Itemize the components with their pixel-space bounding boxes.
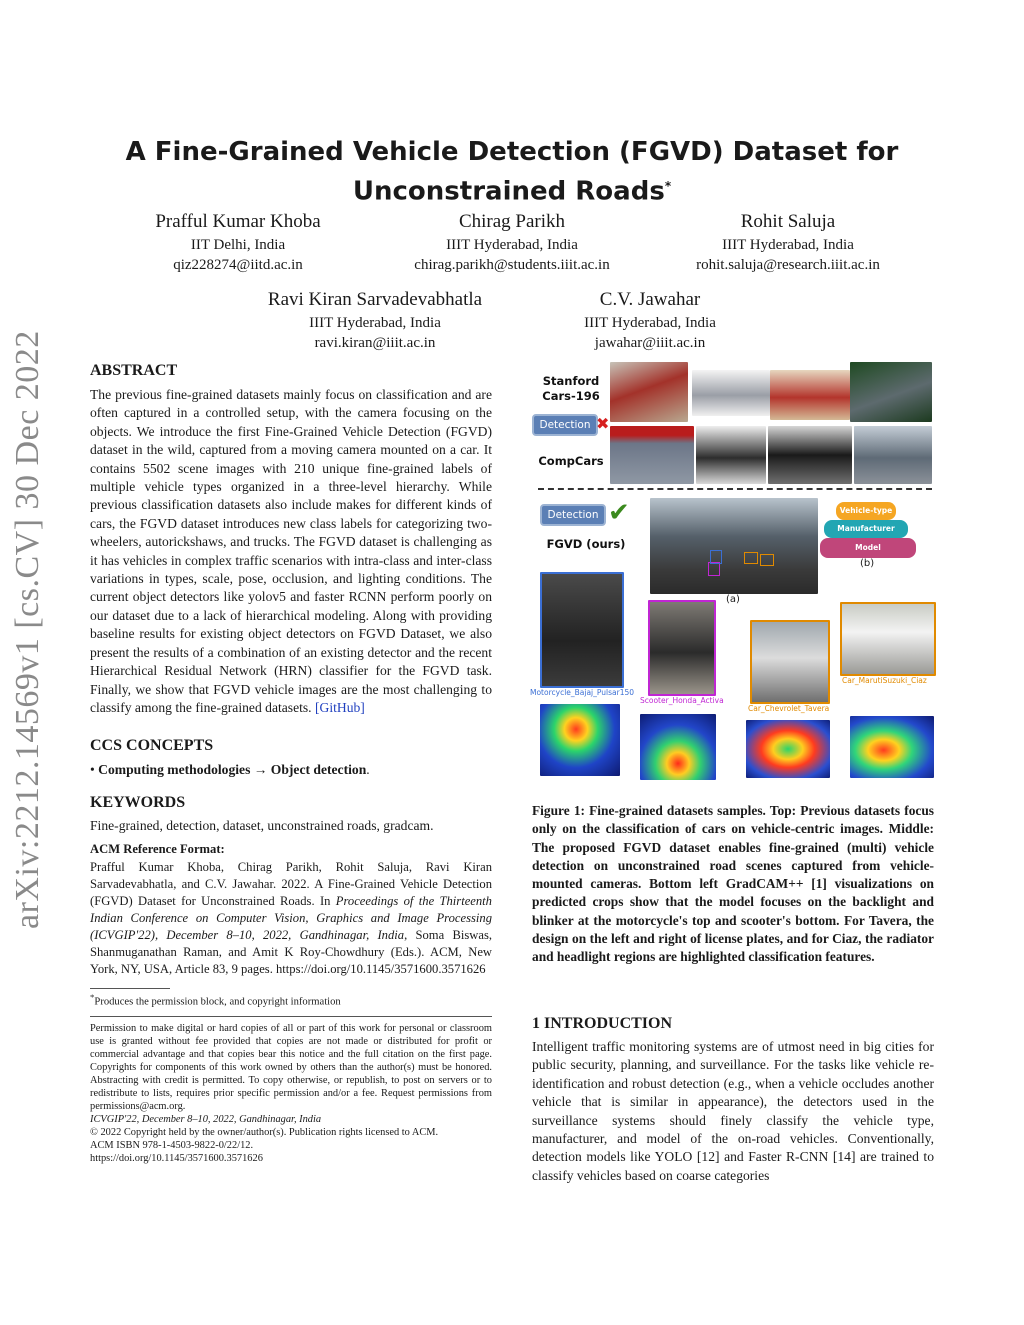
- acm-ref-heading: ACM Reference Format:: [90, 842, 225, 857]
- compcars-photo-3: [768, 426, 852, 484]
- stanford-label: Stanford Cars-196: [542, 374, 600, 403]
- ccs-bullet: •: [90, 762, 95, 778]
- permission-doi[interactable]: https://doi.org/10.1145/3571600.3571626: [90, 1152, 263, 1164]
- author-block-1: [118, 209, 358, 275]
- author-block-5: [540, 287, 760, 353]
- author-affiliation: IIIT Hyderabad, India: [309, 315, 441, 331]
- title-line-2-text: Unconstrained Roads: [352, 176, 665, 207]
- crop-label-scooter-text: Scooter_Honda_Activa: [640, 696, 724, 705]
- car-box-1: [744, 552, 758, 564]
- permission-copyright: © 2022 Copyright held by the owner/author(s). Publication rights licensed to ACM.: [90, 1126, 439, 1138]
- acm-ref-body: [90, 859, 492, 978]
- arxiv-stamp: arXiv:2212.14569v1 [cs.CV] 30 Dec 2022: [9, 330, 46, 929]
- crop-label-ciaz: [842, 676, 927, 685]
- crop-label-tavera-text: Car_Chevrolet_Tavera: [748, 704, 830, 713]
- permission-text: Permission to make digital or hard copies of all or part of this work for personal or classroom use is granted without fee provided that copies are not made or distributed for profit or commercial advantage and that copies bear this notice and the full citation on the first page. Copyrights for components of this work owned by others than the author(s) must be honored. Abstracting with credit is permitted. To copy otherwise, or republish, to post on servers or to redistribute to lists, requires prior specific permission and/or a fee. Request permissions from permissions@acm.org.: [90, 1022, 492, 1112]
- crop-ciaz: [840, 602, 936, 676]
- footnote: [90, 992, 492, 1008]
- author-email: rohit.saluja@research.iiit.ac.in: [696, 257, 880, 273]
- abstract-heading: ABSTRACT: [90, 362, 178, 379]
- author-block-2: [372, 209, 652, 275]
- intro-heading: 1 INTRODUCTION: [532, 1015, 673, 1032]
- acm-ref-text-2: , Soma Biswas, Shanmuganathan Raman, and Amit K Roy-Chowdhury (Eds.). ACM, New York, NY, USA, Article 83, 9 pages. https://doi.org/10.1145/3571600.3571626: [90, 928, 492, 977]
- introduction-section: [532, 1015, 934, 1185]
- author-name: Rohit Saluja: [740, 211, 836, 232]
- acm-ref-proceedings: Proceedings of the Thirteenth Indian Conference on Computer Vision, Graphics and Image Processing (ICVGIP'22), December 8–10, 2022, Gandhinagar, India: [90, 894, 492, 943]
- car-box-2: [760, 554, 774, 566]
- ccs-body: [90, 761, 492, 779]
- label-a: (a): [726, 594, 740, 605]
- permission-rule: [90, 1016, 492, 1017]
- title-footnote-mark: *: [664, 179, 672, 193]
- hierarchy-model: Model: [820, 538, 916, 558]
- author-name: Chirag Parikh: [458, 211, 566, 232]
- crop-label-tavera: [748, 704, 829, 713]
- compcars-photo-1: [610, 426, 694, 484]
- crop-label-motorcycle-text: Motorcycle_Bajaj_Pulsar150: [530, 688, 635, 697]
- footnote-mark: *: [90, 992, 95, 1003]
- figure-1: [530, 362, 940, 792]
- permission-isbn: ACM ISBN 978-1-4503-9822-0/22/12.: [90, 1139, 254, 1151]
- compcars-photo-2: [696, 426, 766, 484]
- author-name: Prafful Kumar Khoba: [155, 211, 321, 232]
- left-column: [90, 362, 492, 1165]
- stanford-car-photo-3: [770, 370, 850, 420]
- author-name: Ravi Kiran Sarvadevabhatla: [267, 289, 483, 310]
- stanford-car-photo-1: [610, 362, 688, 422]
- gradcam-scooter: [640, 714, 716, 780]
- author-email: ravi.kiran@iiit.ac.in: [314, 335, 436, 351]
- author-email: qiz228274@iitd.ac.in: [173, 257, 303, 273]
- compcars-label: CompCars: [538, 454, 604, 468]
- motorcycle-box: [710, 550, 722, 564]
- author-name: C.V. Jawahar: [599, 289, 701, 310]
- detection-button-fgvd: Detection: [540, 504, 606, 526]
- label-b: (b): [860, 558, 875, 569]
- crop-label-motorcycle: [530, 688, 634, 697]
- crop-label-scooter: [640, 696, 724, 705]
- footnote-rule: [90, 988, 170, 989]
- gradcam-tavera: [746, 720, 830, 778]
- author-affiliation: IIIT Hyderabad, India: [722, 237, 854, 253]
- section-divider: [538, 488, 932, 490]
- abstract-text: The previous fine-grained datasets mainly focus on classification and are often captured in a controlled setup, with the camera focusing on the objects. We introduce the first Fine-Grained Vehicle Detection (FGVD) dataset in the wild, captured from a moving camera mounted on a car. It contains 5502 scene images with 210 unique fine-grained labels of multiple vehicle types organized in a three-level hierarchy. While previous classification datasets also include makes for different kinds of cars, the FGVD dataset introduces new class labels for categorizing two-wheelers, autorickshaws, and trucks. The FGVD dataset is challenging as it has vehicles in complex traffic scenarios with intra-class and inter-class variations in types, scale, pose, occlusion, and lighting conditions. The current object detectors like yolov5 and faster RCNN perform poorly on our dataset due to a lack of hierarchical modeling. Along with providing baseline results for existing object detectors on FGVD Dataset, we also present the results of a combination of an existing detector and the recent Hierarchical Residual Network (HRN) classifier for the FGVD task. Finally, we show that FGVD vehicle images are the most challenging to classify among the fine-grained datasets.: [90, 387, 492, 715]
- hierarchy-vehicle-type: Vehicle-type: [836, 502, 896, 520]
- author-affiliation: IIIT Hyderabad, India: [446, 237, 578, 253]
- cross-icon: ✖: [596, 414, 610, 433]
- hierarchy-manufacturer: Manufacturer: [824, 520, 908, 538]
- ccs-heading: CCS CONCEPTS: [90, 737, 214, 755]
- compcars-photo-4: [854, 426, 932, 484]
- ccs-concept: Computing methodologies → Object detection: [98, 762, 367, 778]
- scooter-box: [708, 562, 720, 576]
- abstract-body: [90, 386, 492, 717]
- gradcam-ciaz: [850, 716, 934, 778]
- github-link[interactable]: [GitHub]: [314, 699, 365, 715]
- paper-title: [80, 135, 944, 209]
- stanford-car-photo-4: [850, 362, 932, 422]
- crop-motorcycle: [540, 572, 624, 688]
- title-line-2: [80, 169, 944, 209]
- author-email: jawahar@iiit.ac.in: [594, 335, 706, 351]
- author-block-4: [245, 287, 505, 353]
- author-block-3: [660, 209, 916, 275]
- road-scene-photo: [650, 498, 818, 594]
- permission-venue: ICVGIP'22, December 8–10, 2022, Gandhinagar, India: [90, 1113, 322, 1125]
- keywords-text: Fine-grained, detection, dataset, unconstrained roads, gradcam.: [90, 817, 434, 833]
- check-icon: ✔: [608, 498, 630, 528]
- crop-scooter: [648, 600, 716, 696]
- footnote-text: Produces the permission block, and copyright information: [94, 996, 341, 1008]
- detection-button-top: Detection: [532, 414, 598, 436]
- ccs-period: .: [366, 762, 370, 778]
- fgvd-label: FGVD (ours): [546, 537, 626, 551]
- stanford-car-photo-2: [692, 370, 770, 416]
- author-affiliation: IIT Delhi, India: [190, 237, 286, 253]
- acm-ref-text-1: Prafful Kumar Khoba, Chirag Parikh, Rohit Saluja, Ravi Kiran Sarvadevabhatla, and C.V. Jawahar. 2022. A Fine-Grained Vehicle Detection (FGVD) Dataset for Unconstrained Roads. In: [90, 860, 492, 909]
- intro-text: Intelligent traffic monitoring systems are of utmost need in big cities for public security, planning, and surveillance. For the tasks like vehicle re-identification and robust detection (e.g., when a vehicle occludes another vehicle that is similar in appearance), the detectors used in the surveillance systems should finely classify the vehicle type, manufacturer, and model of the on-road vehicles. Conventionally, detection models like YOLO [12] and Faster R-CNN [14] are trained to classify vehicles based on coarse categories: [532, 1039, 934, 1183]
- author-email: chirag.parikh@students.iiit.ac.in: [414, 257, 610, 273]
- crop-tavera: [750, 620, 830, 704]
- figure-caption: Figure 1: Fine-grained datasets samples. Top: Previous datasets focus only on the classification of cars on vehicle-centric images. Middle: The proposed FGVD dataset enables fine-grained (multi) vehicle detection on unconstrained road scenes captured from vehicle-mounted cameras. Bottom left GradCAM++ [1] visualizations on predicted crops show that the model focuses on the backlight and blinker at the motorcycle's top and scooter's bottom. For Tavera, the design on the left and right of license plates, and for Ciaz, the radiator and headlight regions are highlighted classification features.: [532, 803, 934, 965]
- author-affiliation: IIIT Hyderabad, India: [584, 315, 716, 331]
- gradcam-motorcycle: [540, 704, 620, 776]
- title-line-1: A Fine-Grained Vehicle Detection (FGVD) Dataset for: [125, 137, 899, 167]
- crop-label-ciaz-text: Car_MarutiSuzuki_Ciaz: [842, 676, 927, 685]
- keywords-heading: KEYWORDS: [90, 793, 186, 811]
